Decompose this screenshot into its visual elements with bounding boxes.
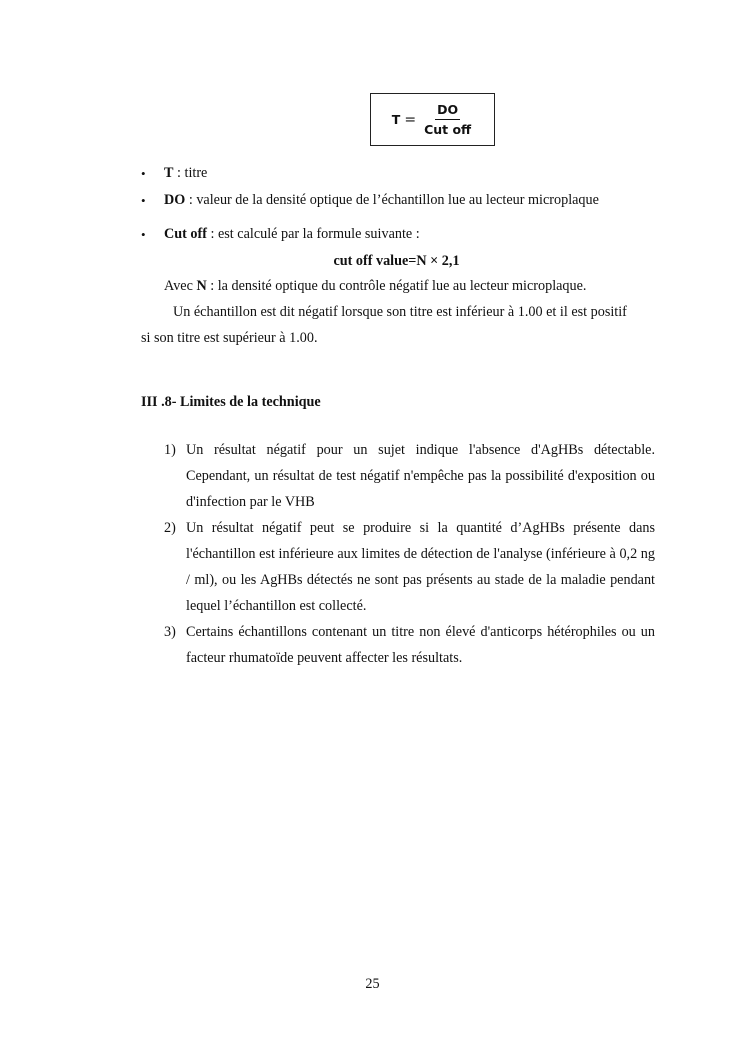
bullet-term: DO bbox=[164, 192, 186, 208]
avec-prefix: Avec bbox=[164, 278, 197, 294]
list-item-text: Un résultat négatif peut se produire si la quantité d’AgHBs présente dans l'échantillon est inférieure aux limites de détection de l'analyse (inférieure à 0,2 ng / ml), ou les AgHBs détectés ne sont pas présents au stade de la maladie pendant lequel l’échantillon est collecté. bbox=[186, 520, 655, 614]
formula-fraction bbox=[422, 102, 473, 137]
avec-line bbox=[164, 279, 586, 293]
cutoff-formula-text: cut off value=N × 2,1 bbox=[333, 253, 460, 269]
cutoff-formula bbox=[0, 254, 745, 268]
list-item bbox=[164, 437, 655, 515]
formula-lhs: T bbox=[391, 112, 401, 127]
bullet-item-cutoff bbox=[164, 227, 420, 241]
interpretation-line-2: si son titre est supérieur à 1.00. bbox=[141, 330, 318, 346]
interpretation-line-1: Un échantillon est dit négatif lorsque son titre est inférieur à 1.00 et il est positif bbox=[173, 304, 627, 320]
bullet-text: : valeur de la densité optique de l’échantillon lue au lecteur microplaque bbox=[185, 192, 599, 208]
avec-text: : la densité optique du contrôle négatif lue au lecteur microplaque. bbox=[206, 278, 587, 294]
formula-numerator: DO bbox=[435, 102, 460, 120]
section-heading bbox=[141, 395, 321, 409]
page-number: 25 bbox=[365, 976, 380, 992]
list-item-text: Un résultat négatif pour un sujet indique l'absence d'AgHBs détectable. Cependant, un résultat de test négatif n'empêche pas la possibilité d'exposition ou d'infection par le VHB bbox=[186, 442, 655, 510]
list-item-number: 1) bbox=[164, 442, 176, 458]
bullet-term: Cut off bbox=[164, 226, 207, 242]
bullet-item-t bbox=[164, 166, 207, 180]
formula-denominator: Cut off bbox=[424, 122, 472, 137]
limits-list bbox=[164, 437, 655, 671]
bullet-dot: • bbox=[141, 166, 146, 181]
list-item-text: Certains échantillons contenant un titre non élevé d'anticorps hétérophiles ou un facteur rhumatoïde peuvent affecter les résultats. bbox=[186, 624, 655, 666]
list-item-number: 3) bbox=[164, 624, 176, 640]
formula-equals: = bbox=[404, 111, 417, 128]
list-item-number: 2) bbox=[164, 520, 176, 536]
list-item bbox=[164, 619, 655, 671]
section-heading-text: III .8- Limites de la technique bbox=[141, 394, 321, 410]
titer-formula-box bbox=[370, 93, 495, 146]
bullet-text: : est calculé par la formule suivante : bbox=[206, 226, 420, 242]
bullet-text: : titre bbox=[173, 165, 208, 181]
avec-term: N bbox=[196, 278, 207, 294]
bullet-term: T bbox=[164, 165, 174, 181]
list-item bbox=[164, 515, 655, 619]
bullet-dot: • bbox=[141, 227, 146, 242]
bullet-dot: • bbox=[141, 193, 146, 208]
bullet-item-do bbox=[164, 193, 599, 207]
